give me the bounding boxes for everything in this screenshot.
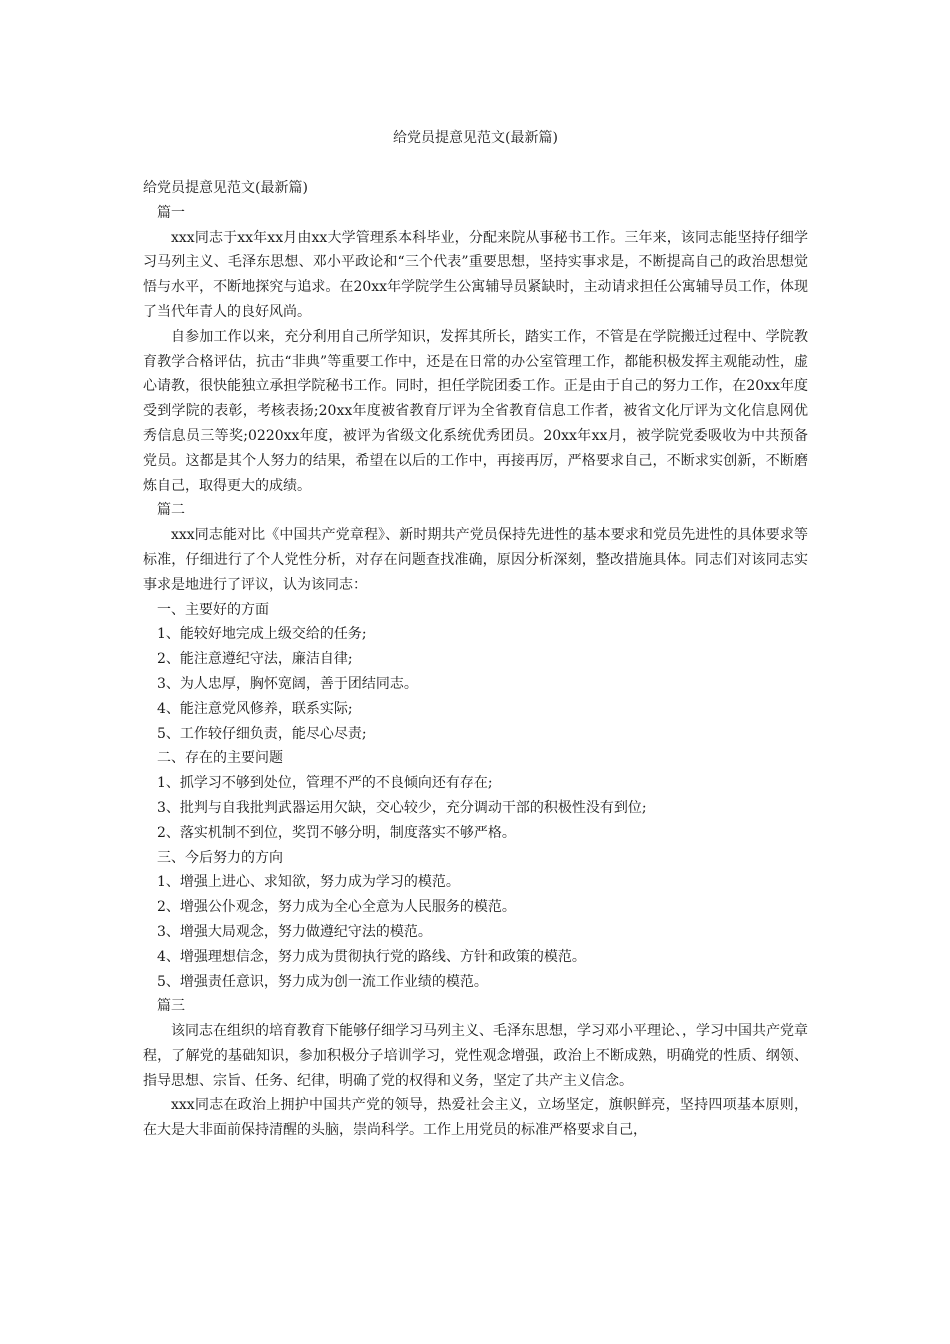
list-item: 5、工作较仔细负责，能尽心尽责;	[157, 725, 367, 742]
list-item: 4、能注意党风修养，联系实际;	[157, 700, 353, 717]
section-heading: 二、存在的主要问题	[157, 750, 283, 767]
list-item: 3、批判与自我批判武器运用欠缺，交心较少，充分调动干部的积极性没有到位;	[157, 799, 647, 816]
section-heading: 三、今后努力的方向	[157, 849, 283, 866]
list-item: 2、增强公仆观念，努力成为全心全意为人民服务的模范。	[157, 899, 516, 916]
section-heading: 篇二	[157, 502, 185, 519]
section-heading: 一、主要好的方面	[157, 601, 269, 618]
section-heading: 篇一	[157, 204, 185, 221]
list-item: 2、能注意遵纪守法，廉洁自律;	[157, 651, 353, 668]
list-item: 1、增强上进心、求知欲，努力成为学习的模范。	[157, 874, 460, 891]
section-heading: 篇三	[157, 998, 185, 1015]
document-title: 给党员提意见范文(最新篇)	[393, 130, 558, 146]
paragraph: 自参加工作以来，充分利用自己所学知识，发挥其所长，踏实工作，不管是在学院搬迁过程中、学院教育教学合格评估，抗击“非典”等重要工作中，还是在日常的办公室管理工作，都能积极发挥主观能动性，虚心请教，很快能独立承担学院秘书工作。同时，担任学院团委工作。正是由于自己的努力工作，在20xx年度受到学院的表彰，考核表扬;20xx年度被省教育厅评为全省教育信息工作者，被省文化厅评为文化信息网优秀信息员三等奖;0220xx年度，被评为省级文化系统优秀团员。20xx年xx月，被学院党委吸收为中共预备党员。这都是其个人努力的结果，希望在以后的工作中，再接再厉，严格要求自己，不断求实创新，不断磨炼自己，取得更大的成绩。	[143, 328, 808, 494]
paragraph: xxx同志能对比《中国共产党章程》、新时期共产党员保持先进性的基本要求和党员先进性的具体要求等标准，仔细进行了个人党性分析，对存在问题查找准确，原因分析深刻，整改措施具体。同志们对该同志实事求是地进行了评议，认为该同志：	[143, 527, 808, 593]
list-item: 4、增强理想信念，努力成为贯彻执行党的路线、方针和政策的模范。	[157, 948, 586, 965]
list-item: 5、增强责任意识，努力成为创一流工作业绩的模范。	[157, 973, 488, 990]
list-item: 3、增强大局观念，努力做遵纪守法的模范。	[157, 923, 432, 940]
paragraph: 给党员提意见范文(最新篇)	[143, 180, 308, 196]
paragraph: xxx同志在政治上拥护中国共产党的领导，热爱社会主义，立场坚定，旗帜鲜亮，坚持四项基本原则，在大是大非面前保持清醒的头脑，崇尚科学。工作上用党员的标准严格要求自己，	[143, 1097, 808, 1139]
paragraph: 该同志在组织的培育教育下能够仔细学习马列主义、毛泽东思想，学习邓小平理论、，学习中国共产党章程，了解党的基础知识，参加积极分子培训学习，党性观念增强，政治上不断成熟，明确党的性质、纲领、指导思想、宗旨、任务、纪律，明确了党的权得和义务，坚定了共产主义信念。	[143, 1023, 808, 1089]
list-item: 1、能较好地完成上级交给的任务;	[157, 626, 367, 643]
list-item: 2、落实机制不到位，奖罚不够分明，制度落实不够严格。	[157, 824, 516, 841]
list-item: 1、抓学习不够到处位，管理不严的不良倾向还有存在;	[157, 775, 493, 792]
document-body	[143, 176, 808, 1143]
list-item: 3、为人忠厚，胸怀宽阔，善于团结同志。	[157, 675, 418, 692]
paragraph: xxx同志于xx年xx月由xx大学管理系本科毕业，分配来院从事秘书工作。三年来，该同志能坚持仔细学习马列主义、毛泽东思想、邓小平政论和“三个代表”重要思想，坚持实事求是，不断提高自己的政治思想觉悟与水平，不断地探究与追求。在20xx年学院学生公寓辅导员紧缺时，主动请求担任公寓辅导员工作，体现了当代年青人的良好风尚。	[143, 229, 808, 320]
